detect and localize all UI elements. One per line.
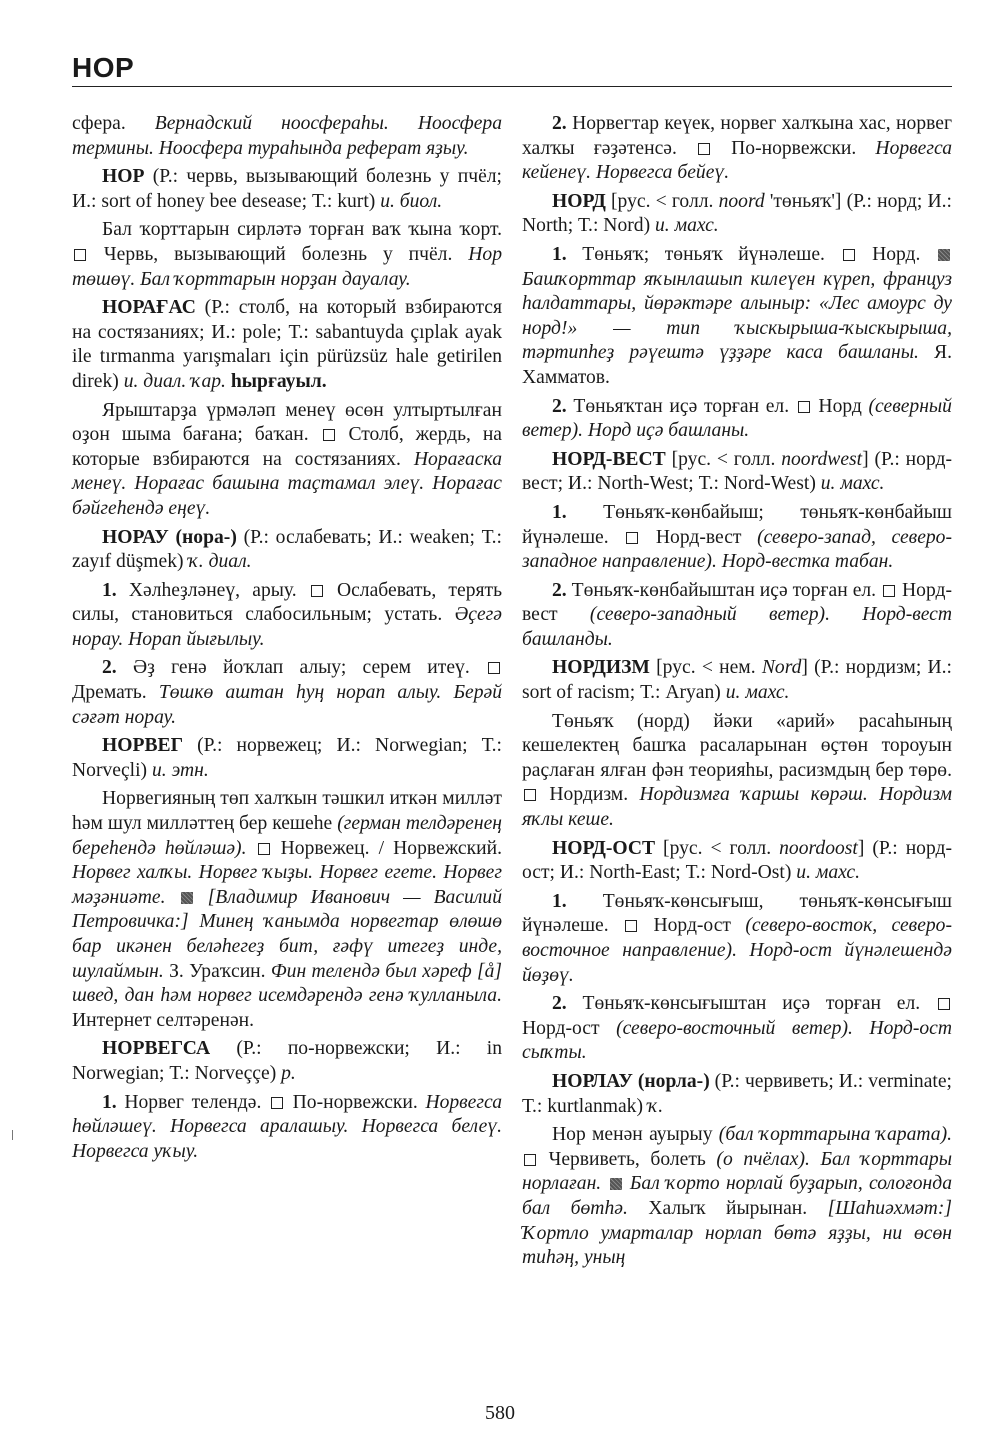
square-box-icon <box>524 1154 536 1166</box>
definition: Бал ҡорттарын сирләтә торған ваҡ ҡына ҡорт. Червь, вызывающий болезнь у пчёл. Нор төшөү. Бал ҡорттарын норҙан дауалау. <box>72 219 502 290</box>
entry-nordizm: НОРДИЗМ [рус. < нем. Nord] (Р.: нордизм; И.: sort of racism; Т.: Aryan) и. махс. <box>522 657 952 704</box>
square-box-icon <box>271 1097 283 1109</box>
square-box-icon <box>323 429 335 441</box>
entry-norveg: НОРВЕГ (Р.: норвежец; И.: Norwegian; Т.: Norveçli) и. этн. <box>72 735 502 781</box>
header-rule <box>72 86 952 87</box>
square-box-icon <box>843 249 855 261</box>
sense-1: 1. Төньяҡ-көнбайыш; төньяҡ-көнбайыш йүнәлеше. Норд-вест (северо-запад, северо-западное направление). Норд-вестка табан. <box>522 501 953 573</box>
headword: НОРВЕГСА <box>102 1038 211 1060</box>
square-box-icon <box>524 789 536 801</box>
entry-nord: НОРД [рус. < голл. noord 'төньяҡ'] (Р.: норд; И.: North; Т.: Nord) и. махс. <box>522 190 953 237</box>
square-box-icon <box>698 143 710 155</box>
definition: Норвегияның төп халҡын тәшкил иткән милләт һәм шул милләттең бер кешеһе (герман телдәренең береһендә һөйләшә). Норвежец. / Норвежский. Норвег халҡы. Норвег ҡыҙы. Норвег егете. Норвег мәҙәниәте. [Владимир Иванович — Василий Петровичка:] Минең ҡанымда норвегтар өлөшө бар икәнен беләһегеҙ бит, ғәфү итегеҙ инде, шулаймын. З. Ураҡсин. Фин телендә был хәреф [å] швед, дан һәм норвег исемдәрендә генә ҡулланыла. Интернет селтәренән. <box>72 788 503 1031</box>
square-box-icon <box>883 585 895 597</box>
sense-1: 1. Төньяҡ-көнсығыш, төньяҡ-көнсығыш йүнәлеше. Норд-ост (северо-восток, северо-восточное направление). Норд-ост йүнәлешендә йөҙөү. <box>522 890 953 986</box>
headword: НОРД <box>552 190 606 212</box>
headword: НОРВЕГ <box>102 735 184 757</box>
entry-norvegsa: НОРВЕГСА (Р.: по-норвежски; И.: in Norwegian; Т.: Norveççe) р. <box>72 1038 502 1084</box>
definition: Төньяҡ (норд) йәки «арий» расаһының кешелектең башҡа расаларынан өҫтөн тороуын раҫлаған ялған фән теорияһы, расизмдың бер төрө. Нордизм. Нордизмға ҡаршы көрәш. Нордизм яҡлы кеше. <box>522 710 953 831</box>
entry-nor: НОР (Р.: червь, вызывающий болезнь у пчёл; И.: sort of honey bee desease; Т.: kurt) и. биол. <box>72 166 502 212</box>
square-box-icon <box>626 532 638 544</box>
entry-norlau: НОРЛАУ (норла-) (Р.: червиветь; И.: verminate; Т.: kurtlanmak) ҡ. <box>522 1070 952 1117</box>
page-number: 580 <box>485 1402 515 1424</box>
headword: НОРАҒАС <box>102 297 196 319</box>
headword: НОРД-ВЕСТ <box>552 448 666 470</box>
sense-2: 2. Төньяҡтан иҫә торған ел. Норд (северный ветер). Норд иҫә башланы. <box>522 395 952 442</box>
headword: НОР <box>102 166 145 188</box>
square-box-icon <box>798 401 810 413</box>
square-box-icon <box>625 920 637 932</box>
entry-norau: НОРАУ (нора-) (Р.: ослабевать; И.: weaken; Т.: zayıf düşmek) ҡ. диал. <box>72 526 502 573</box>
sense-1: 1. Норвег телендә. По-норвежски. Норвегса һөйләшеү. Норвегса аралашыу. Норвегса белеү. Норвегса уҡыу. <box>72 1091 503 1162</box>
entry-noragas: НОРАҒАС (Р.: столб, на который взбираются на состязаниях; И.: pole; Т.: sabantuyda çıplak ayak ile tırmanma yarışmaları için pürüzsüz hale getirilen direk) и. диал. ҡар. һырғауыл. <box>72 297 502 392</box>
sense-2: 2. Төньяҡ-көнсығыштан иҫә торған ел. Норд-ост (северо-восточный ветер). Норд-ост сыҡты. <box>522 993 952 1064</box>
sense-1: 1. Төньяҡ; төньяҡ йүнәлеше. Норд. Башҡорттар яҡынлашып килеүен күреп, француз һалдаттары, йөрәктәре алыныp: «Лес амоурс ду норд!» — тип ҡыскырыша-ҡыскырыша, тәртипһеҙ рәүештә үҙҙәре каса башланы. Я. Хамматов. <box>522 243 952 388</box>
headword: НОРД-ОСТ <box>552 837 656 859</box>
entry-nord-ost: НОРД-ОСТ [рус. < голл. noordoost] (Р.: норд-ост; И.: North-East; Т.: Nord-Ost) и. махс. <box>522 837 953 884</box>
definition: Ярыштарҙа үрмәләп менеү өсөн ултыртылған оҙон шыма бағана; баҡан. Столб, жердь, на которые взбираются на состязаниях. Норағаска менеү. Норағас башына таҫтамал элеү. Норағас бәйгеһендә еңеү. <box>72 399 502 519</box>
square-box-icon <box>488 662 500 674</box>
definition: Нор менән ауырыу (бал ҡорттарына ҡарата). Червиветь, болеть (о пчёлах). Бал ҡорттары норлаған. Бал ҡорто норлай буҙарып, солоғонда бал бөтһә. Халыҡ йырынан. [Шаһиәхмәт:] Ҡортло умарталар норлап бөтә яҙҙы, ни өсөн тиһәң, уның <box>522 1124 953 1269</box>
headword: НОРАУ (нора-) <box>102 526 237 548</box>
right-column <box>522 112 952 1275</box>
sense-2: 2. Әҙ генә йоҡлап алыу; серем итеү. Дремать. Төшкө аштан һуң норап алыу. Берәй сәғәт норау. <box>72 657 502 728</box>
sense-2: 2. Норвегтар кеүек, норвег халҡына хас, норвег халҡы ғәҙәтенсә. По-норвежски. Норвегса кейенеү. Норвегса бейеү. <box>522 113 952 184</box>
shaded-square-icon <box>181 892 193 904</box>
headword: НОРЛАУ (норла-) <box>552 1070 710 1092</box>
margin-mark <box>12 1130 13 1140</box>
headword: НОРДИЗМ <box>552 657 650 679</box>
sense-1: 1. Хәлһеҙләнеү, арыу. Ослабевать, терять силы, становиться слабосильным; устать. Әҫегә норау. Норап йығылыу. <box>72 579 502 650</box>
entry-nord-vest: НОРД-ВЕСТ [рус. < голл. noordwest] (Р.: норд-вест; И.: North-West; Т.: Nord-West) и. махс. <box>522 448 952 495</box>
square-box-icon <box>74 249 86 261</box>
entry-continuation: сфера. Вернадский ноосфераһы. Ноосфера термины. Ноосфера тураһында реферат яҙыу. <box>72 113 502 159</box>
left-column <box>72 112 502 1168</box>
square-box-icon <box>311 585 323 597</box>
page-header-word: НОР <box>72 52 135 83</box>
shaded-square-icon <box>938 249 950 261</box>
sense-2: 2. Төньяҡ-көнбайыштан иҫә торған ел. Норд-вест (северо-западный ветер). Норд-вест башланды. <box>522 579 953 650</box>
square-box-icon <box>258 843 270 855</box>
square-box-icon <box>938 998 950 1010</box>
shaded-square-icon <box>610 1178 622 1190</box>
